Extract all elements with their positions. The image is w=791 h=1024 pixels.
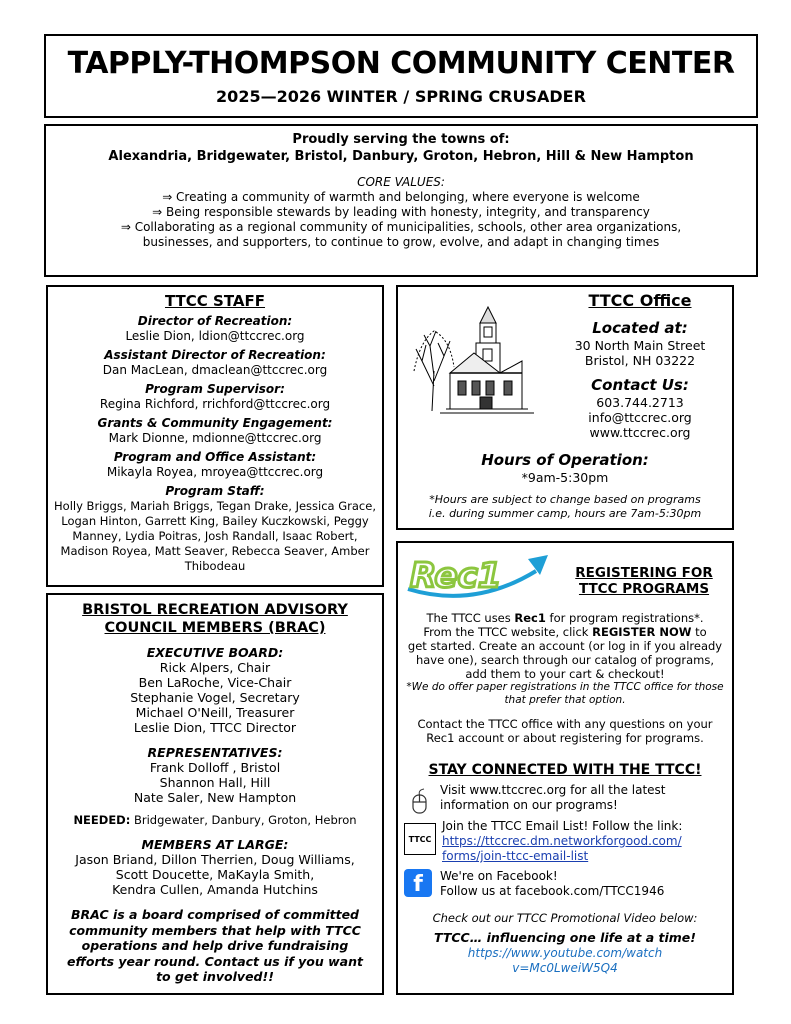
register-contact: Contact the TTCC office with any questions on your Rec1 account or about registering for programs.	[417, 717, 713, 745]
visit-website-text: Visit www.ttccrec.org for all the latest information on our programs!	[440, 783, 666, 812]
exec-member: Michael O'Neill, Treasurer	[135, 705, 295, 720]
hours-note-2: i.e. during summer camp, hours are 7am-5:30pm	[428, 507, 702, 520]
video-link[interactable]: https://www.youtube.com/watch	[467, 946, 663, 960]
located-label: Located at:	[592, 319, 688, 337]
representative: Shannon Hall, Hill	[159, 775, 271, 790]
program-staff-list: Holly Briggs, Mariah Briggs, Tegan Drake, Jessica Grace, Logan Hinton, Garrett King, Bailey Kuczkowski, Peggy Manney, Lydia Poitras, Josh Randall, Isaac Robert, Madison Royea, Matt Seaver, Rebecca Seaver, Amber Thibodeau	[54, 499, 376, 573]
office-email[interactable]: info@ttccrec.org	[588, 410, 692, 425]
staff-role: Grants & Community Engagement:	[97, 416, 333, 430]
video-link-2[interactable]: v=Mc0LweiW5Q4	[512, 961, 618, 975]
mouse-icon	[404, 787, 434, 817]
core-value-2: ⇒ Being responsible stewards by leading with honesty, integrity, and transparency	[152, 205, 650, 219]
office-address-1: 30 North Main Street	[574, 338, 706, 353]
register-line-1	[404, 611, 726, 625]
core-value-3-cont: businesses, and supporters, to continue to grow, evolve, and adapt in changing times	[142, 235, 660, 249]
staff-person: Dan MacLean, dmaclean@ttccrec.org	[102, 363, 328, 377]
header-box	[44, 34, 758, 118]
staff-box	[46, 285, 384, 587]
ttcc-logo: TTCC	[404, 823, 436, 855]
staff-person: Mikayla Royea, mroyea@ttccrec.org	[106, 465, 324, 479]
representative: Frank Dolloff , Bristol	[149, 760, 281, 775]
needed-label: NEEDED:	[73, 813, 131, 827]
mission-box	[44, 124, 758, 277]
register-now-text: REGISTER NOW	[592, 625, 692, 639]
staff-role: Program Supervisor:	[145, 382, 285, 396]
representatives-label: REPRESENTATIVES:	[147, 745, 283, 760]
page-subtitle: 2025—2026 WINTER / SPRING CRUSADER	[216, 87, 586, 106]
staff-role: Director of Recreation:	[137, 314, 293, 328]
office-box	[396, 285, 734, 530]
contact-label: Contact Us:	[591, 376, 689, 394]
rec1-logo	[404, 549, 552, 605]
serving-heading: Proudly serving the towns of:	[292, 132, 510, 147]
exec-board-label: EXECUTIVE BOARD:	[146, 645, 284, 660]
register-text: for program registrations*.	[549, 611, 704, 625]
needed-line	[48, 813, 382, 828]
brac-heading: BRISTOL RECREATION ADVISORY	[82, 602, 348, 618]
exec-member: Ben LaRoche, Vice-Chair	[138, 675, 292, 690]
representative: Nate Saler, New Hampton	[133, 790, 297, 805]
staff-person: Leslie Dion, ldion@ttccrec.org	[125, 329, 305, 343]
email-list-link[interactable]: https://ttccrec.dm.networkforgood.com/	[442, 834, 682, 848]
register-text: The TTCC uses	[426, 611, 511, 625]
needed-towns: Bridgewater, Danbury, Groton, Hebron	[133, 813, 357, 827]
paper-registration-note: *We do offer paper registrations in the TTCC office for those that prefer that option.	[406, 681, 724, 706]
staff-role: Assistant Director of Recreation:	[104, 348, 326, 362]
register-instructions: get started. Create an account (or log in if you already have one), search through our catalog of programs, add them to your cart & checkout!	[407, 639, 723, 681]
core-value-3: ⇒ Collaborating as a regional community of municipalities, schools, other area organizations,	[120, 220, 682, 234]
at-large-members: Jason Briand, Dillon Therrien, Doug Williams,	[75, 852, 355, 867]
rec1-brand: Rec1	[514, 611, 546, 625]
program-staff-label: Program Staff:	[165, 484, 265, 498]
office-phone: 603.744.2713	[596, 395, 684, 410]
register-text: to	[695, 625, 707, 639]
connect-heading: STAY CONNECTED WITH THE TTCC!	[428, 762, 702, 778]
staff-person: Mark Dionne, mdionne@ttccrec.org	[108, 431, 322, 445]
hours-note: *Hours are subject to change based on programs	[429, 493, 701, 506]
page-title: TAPPLY-THOMPSON COMMUNITY CENTER	[67, 46, 735, 81]
register-box	[396, 541, 734, 995]
brac-heading-2: COUNCIL MEMBERS (BRAC)	[104, 620, 326, 636]
register-text: From the TTCC website, click	[423, 625, 589, 639]
core-value-1: ⇒ Creating a community of warmth and belonging, where everyone is welcome	[162, 190, 640, 204]
register-heading-2: TTCC PROGRAMS	[578, 581, 710, 597]
brac-about: BRAC is a board comprised of committed community members that help with TTCC operations and help drive fundraising efforts year round. Contact us if you want to get involved!!	[67, 907, 363, 984]
facebook-handle: Follow us at facebook.com/TTCC1946	[440, 884, 665, 898]
email-list-link-2[interactable]: forms/join-ttcc-email-list	[442, 849, 589, 863]
core-values-heading: CORE VALUES:	[357, 175, 445, 189]
serving-towns: Alexandria, Bridgewater, Bristol, Danbury, Groton, Hebron, Hill & New Hampton	[108, 149, 694, 164]
video-label: Check out our TTCC Promotional Video below:	[432, 911, 698, 925]
register-heading: REGISTERING FOR	[575, 565, 713, 581]
tagline: TTCC… influencing one life at a time!	[434, 930, 696, 945]
staff-person: Regina Richford, rrichford@ttccrec.org	[99, 397, 331, 411]
at-large-members: Scott Doucette, MaKayla Smith,	[115, 867, 315, 882]
facebook-icon[interactable]: f	[404, 869, 432, 897]
exec-member: Stephanie Vogel, Secretary	[130, 690, 300, 705]
office-heading: TTCC Office	[588, 291, 692, 310]
staff-heading: TTCC STAFF	[164, 292, 266, 310]
email-list-text: Join the TTCC Email List! Follow the link:	[442, 819, 683, 833]
office-website[interactable]: www.ttccrec.org	[589, 425, 691, 440]
members-at-large-label: MEMBERS AT LARGE:	[141, 837, 289, 852]
at-large-members: Kendra Cullen, Amanda Hutchins	[112, 882, 318, 897]
church-illustration	[410, 301, 540, 416]
exec-member: Leslie Dion, TTCC Director	[133, 720, 297, 735]
brac-box	[46, 593, 384, 995]
staff-role: Program and Office Assistant:	[113, 450, 317, 464]
rec1-logo-text: Rec1	[410, 556, 502, 596]
hours-label: Hours of Operation:	[481, 451, 649, 469]
exec-member: Rick Alpers, Chair	[159, 660, 271, 675]
facebook-text: We're on Facebook!	[440, 869, 558, 883]
office-address-2: Bristol, NH 03222	[584, 353, 696, 368]
hours-value: *9am-5:30pm	[521, 470, 609, 485]
register-line-2	[404, 625, 726, 639]
